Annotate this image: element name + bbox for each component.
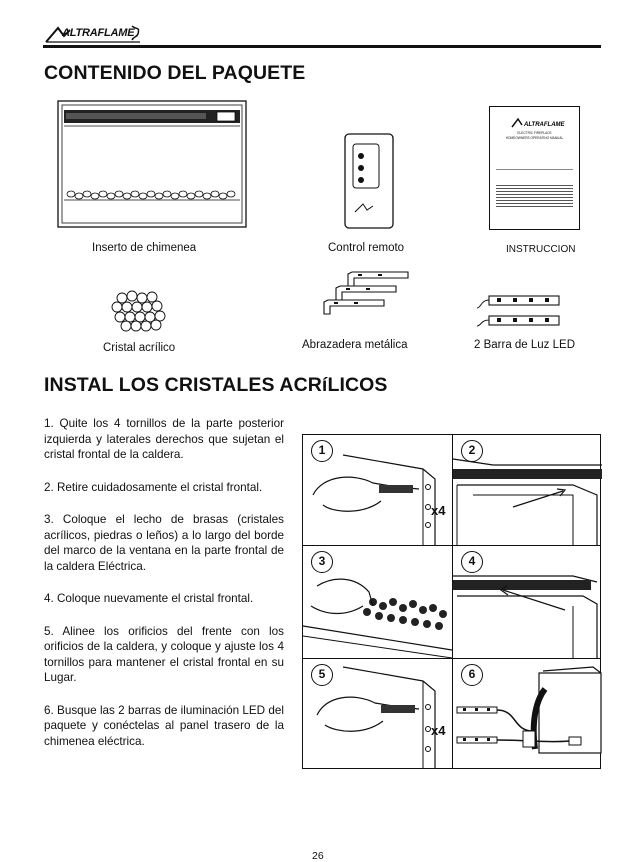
step-5-number: 5 <box>311 664 333 686</box>
step-1-number: 1 <box>311 440 333 462</box>
led-bar-illustration <box>475 292 571 330</box>
step-illustration-grid <box>302 434 601 769</box>
package-contents-title: CONTENIDO DEL PAQUETE <box>44 62 306 84</box>
step-5-screw-count: x4 <box>431 723 446 738</box>
header-rule <box>43 45 601 48</box>
caption-insert: Inserto de chimenea <box>92 242 197 254</box>
manual-warning-block <box>496 185 573 207</box>
remote-control-illustration <box>343 132 395 230</box>
step-4-text: 4. Coloque nuevamente el cristal frontal. <box>44 592 254 605</box>
step-3-text: 3. Coloque el lecho de brasas (cristales acrílicos, piedras o leños) a lo largo del borde del marco de la ventana en la parte frontal de la caldera Eléctrica. <box>44 513 284 573</box>
step-1-panel <box>303 435 452 545</box>
caption-manual: INSTRUCCION <box>506 244 576 255</box>
brand-name: ALTRAFLAME <box>62 27 135 39</box>
fireplace-insert-illustration <box>57 100 247 228</box>
step-5-panel <box>303 659 452 769</box>
metal-bracket-illustration <box>318 270 413 328</box>
svg-text:ALTRAFLAME: ALTRAFLAME <box>523 122 565 128</box>
step-3-panel <box>303 546 452 658</box>
step-2-text: 2. Retire cuidadosamente el cristal frontal. <box>44 480 263 494</box>
caption-bracket: Abrazadera metálica <box>302 339 408 351</box>
step-4-number: 4 <box>461 551 483 573</box>
caption-led: 2 Barra de Luz LED <box>474 339 576 351</box>
step-4-panel <box>453 546 602 658</box>
acrylic-crystal-illustration <box>110 290 170 332</box>
caption-remote: Control remoto <box>328 242 405 254</box>
installation-steps <box>44 416 284 766</box>
caption-crystal: Cristal acrílico <box>103 342 176 354</box>
manual-line-2: HOMEOWNERS OPERATING MANUAL <box>505 136 564 140</box>
manual-line-1: ELECTRIC FIREPLACE <box>517 131 552 135</box>
step-2-number: 2 <box>461 440 483 462</box>
step-6-text: 6. Busque las 2 barras de iluminación LED del paquete y conéctelas al panel trasero de la chimenea eléctrica. <box>44 703 284 748</box>
instruction-manual-illustration <box>489 106 580 230</box>
page-number: 26 <box>312 850 324 862</box>
step-6-number: 6 <box>461 664 483 686</box>
step-5-text: 5. Alinee los orificios del frente con los orificios de la caldera, y coloque y ajuste los 4 tornillos para mantener el cristal frontal en su Lugar. <box>44 624 284 684</box>
step-2-panel <box>453 435 602 545</box>
step-3-number: 3 <box>311 551 333 573</box>
install-crystals-title: INSTAL LOS CRISTALES ACRíLICOS <box>44 374 388 396</box>
manual-logo-icon <box>510 117 565 129</box>
step-1-text: 1. Quite los 4 tornillos de la parte posterior izquierda y laterales derechos que sujetan el cristal frontal de la caldera. <box>44 417 284 461</box>
step-1-screw-count: x4 <box>431 503 446 518</box>
step-6-panel <box>453 659 602 769</box>
